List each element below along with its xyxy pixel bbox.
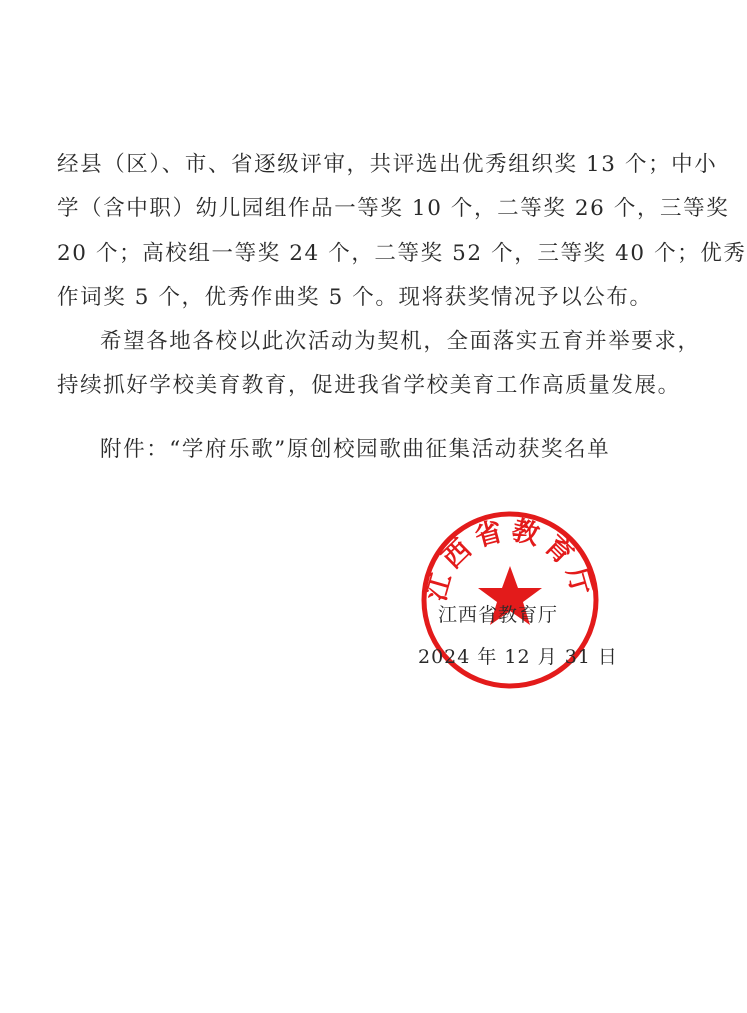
signature-date: 2024 年 12 月 31 日	[418, 646, 618, 668]
paragraph-1-line-4: 作词奖 5 个，优秀作曲奖 5 个。现将获奖情况予以公布。	[57, 285, 653, 310]
signature-organization: 江西省教育厅	[438, 604, 559, 626]
svg-text:江西省教育厅: 江西省教育厅	[420, 514, 600, 605]
paragraph-1-line-2: 学（含中职）幼儿园组作品一等奖 10 个，二等奖 26 个，三等奖	[57, 196, 730, 221]
attachment-line: 附件：“学府乐歌”原创校园歌曲征集活动获奖名单	[100, 437, 611, 462]
paragraph-2-line-2: 持续抓好学校美育教育，促进我省学校美育工作高质量发展。	[57, 373, 681, 398]
paragraph-1-line-1: 经县（区）、市、省逐级评审，共评选出优秀组织奖 13 个；中小	[57, 152, 718, 177]
paragraph-2-line-1: 希望各地各校以此次活动为契机，全面落实五育并举要求，	[100, 329, 701, 354]
paragraph-1-line-3: 20 个；高校组一等奖 24 个，二等奖 52 个，三等奖 40 个；优秀	[57, 241, 747, 266]
